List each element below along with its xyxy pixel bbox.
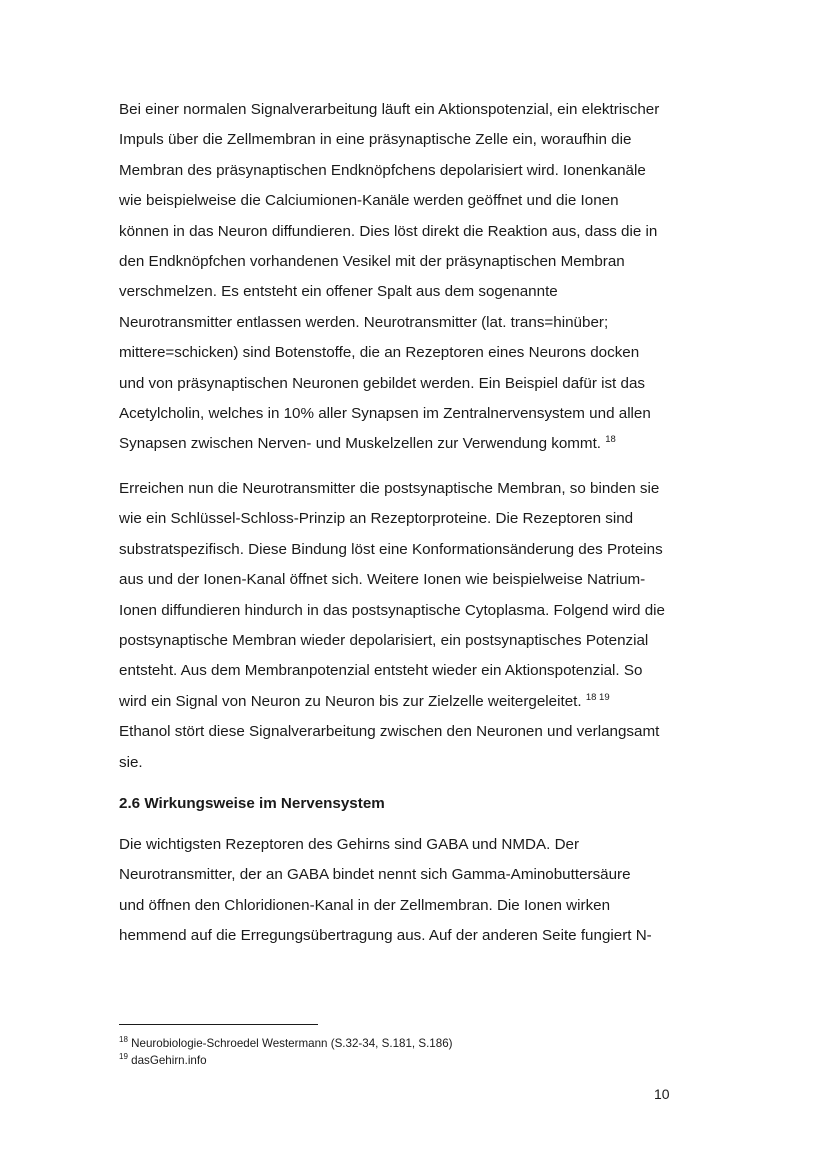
page-number: 10 (654, 1086, 670, 1102)
footnote-reference[interactable]: 18 (605, 434, 616, 446)
text-line: hemmend auf die Erregungsübertragung aus. Auf der anderen Seite fungiert N- (119, 927, 652, 945)
paragraph-postsynaptic (119, 474, 679, 778)
text-line: Acetylcholin, welches in 10% aller Synapsen im Zentralnervensystem und allen (119, 405, 651, 423)
text-line: Membran des präsynaptischen Endknöpfchens depolarisiert wird. Ionenkanäle (119, 161, 646, 179)
text-line: Erreichen nun die Neurotransmitter die postsynaptische Membran, so binden sie (119, 480, 660, 497)
footnotes (119, 1035, 453, 1069)
footnote (119, 1035, 453, 1052)
text-line: sie. (119, 753, 143, 771)
text-line: aus und der Ionen-Kanal öffnet sich. Weitere Ionen wie beispielweise Natrium- (119, 571, 646, 589)
footnote-divider (119, 1024, 318, 1025)
text-line: Die wichtigsten Rezeptoren des Gehirns sind GABA und NMDA. Der (119, 836, 580, 853)
line-text: Synapsen zwischen Nerven- und Muskelzellen zur Verwendung kommt. (119, 435, 602, 453)
text-line: und von präsynaptischen Neuronen gebildet werden. Ein Beispiel dafür ist das (119, 374, 645, 392)
text-line: Bei einer normalen Signalverarbeitung läuft ein Aktionspotenzial, ein elektrischer (119, 101, 660, 118)
text-line (119, 687, 679, 717)
text-line: Ethanol stört diese Signalverarbeitung zwischen den Neuronen und verlangsamt (119, 723, 660, 741)
text-line: mittere=schicken) sind Botenstoffe, die an Rezeptoren eines Neurons docken (119, 344, 640, 362)
text-line: können in das Neuron diffundieren. Dies löst direkt die Reaktion aus, dass die in (119, 222, 658, 240)
text-line: verschmelzen. Es entsteht ein offener Spalt aus dem sogenannte (119, 283, 558, 301)
footnote (119, 1052, 453, 1069)
footnote-number: 19 (119, 1052, 128, 1062)
line-text: wird ein Signal von Neuron zu Neuron bis zur Zielzelle weitergeleitet. (119, 692, 582, 710)
text-line: Ionen diffundieren hindurch in das postsynaptische Cytoplasma. Folgend wird die (119, 601, 665, 619)
text-line (119, 429, 679, 459)
paragraph-receptors (119, 830, 679, 952)
text-line: wie beispielweise die Calciumionen-Kanäle werden geöffnet und die Ionen (119, 192, 619, 210)
paragraph-signal-processing (119, 95, 679, 460)
footnote-text: Neurobiologie-Schroedel Westermann (S.32-34, S.181, S.186) (131, 1037, 453, 1050)
text-line: wie ein Schlüssel-Schloss-Prinzip an Rezeptorproteine. Die Rezeptoren sind (119, 510, 634, 528)
section-heading: 2.6 Wirkungsweise im Nervensystem (119, 795, 385, 812)
footnote-text: dasGehirn.info (131, 1054, 207, 1067)
footnote-reference[interactable]: 18 19 (585, 691, 610, 703)
text-line: den Endknöpfchen vorhandenen Vesikel mit der präsynaptischen Membran (119, 253, 625, 271)
text-line: substratspezifisch. Diese Bindung löst eine Konformationsänderung des Proteins (119, 540, 663, 558)
text-line: Impuls über die Zellmembran in eine präsynaptische Zelle ein, woraufhin die (119, 131, 632, 149)
text-line: Neurotransmitter, der an GABA bindet nennt sich Gamma-Aminobuttersäure (119, 866, 631, 884)
text-line: Neurotransmitter entlassen werden. Neurotransmitter (lat. trans=hinüber; (119, 313, 609, 331)
text-line: postsynaptische Membran wieder depolarisiert, ein postsynaptisches Potenzial (119, 632, 649, 650)
text-line: und öffnen den Chloridionen-Kanal in der Zellmembran. Die Ionen wirken (119, 896, 611, 914)
footnote-number: 18 (119, 1035, 128, 1045)
text-line: entsteht. Aus dem Membranpotenzial entsteht wieder ein Aktionspotenzial. So (119, 662, 643, 680)
